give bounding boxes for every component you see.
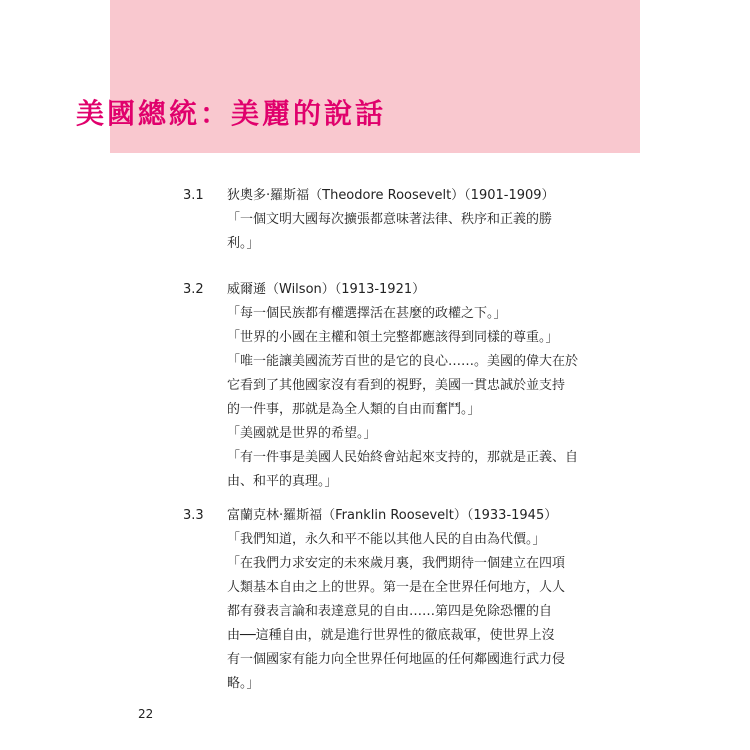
section-number: 3.1 — [183, 188, 204, 203]
quote — [227, 422, 587, 446]
page-number: 22 — [138, 707, 154, 721]
quote-line: 由、和平的真理。」 — [227, 474, 338, 489]
quote-line: 它看到了其他國家沒有看到的視野，美國一貫忠誠於並支持 — [227, 378, 566, 393]
section-body — [227, 184, 587, 256]
section-number: 3.2 — [183, 282, 204, 297]
section-heading: 狄奧多‧羅斯福（Theodore Roosevelt）（1901-1909） — [227, 188, 555, 203]
section-body — [227, 278, 587, 494]
quote-line: 「我們知道，永久和平不能以其他人民的自由為代價。」 — [227, 532, 546, 547]
quote-line: 「有一件事是美國人民始終會站起來支持的，那就是正義、自 — [227, 450, 579, 465]
section-heading: 威爾遜（Wilson）（1913-1921） — [227, 282, 426, 297]
quote — [227, 326, 587, 350]
quote-line: 都有發表言論和表達意見的自由……第四是免除恐懼的自 — [227, 604, 553, 619]
quote-line: 「世界的小國在主權和領土完整都應該得到同樣的尊重。」 — [227, 330, 559, 345]
section-body — [227, 504, 587, 696]
quote-line: 略。」 — [227, 676, 260, 691]
quote — [227, 302, 587, 326]
quote-line: 「在我們力求安定的未來歲月裏，我們期待一個建立在四項 — [227, 556, 566, 571]
page-title: 美國總統：美麗的說話 — [76, 97, 387, 130]
quote — [227, 446, 587, 494]
quote-line: 有一個國家有能力向全世界任何地區的任何鄰國進行武力侵 — [227, 652, 566, 667]
quote — [227, 208, 587, 256]
quote — [227, 552, 587, 696]
section-heading: 富蘭克林‧羅斯福（Franklin Roosevelt）（1933-1945） — [227, 508, 558, 523]
quote-line: 「每一個民族都有權選擇活在甚麼的政權之下。」 — [227, 306, 507, 321]
quote-line: 「唯一能讓美國流芳百世的是它的良心……。美國的偉大在於 — [227, 354, 579, 369]
quote — [227, 350, 587, 422]
quote-line: 由──這種自由，就是進行世界性的徹底裁軍，使世界上沒 — [227, 628, 555, 643]
quote — [227, 528, 587, 552]
quote-line: 利。」 — [227, 236, 260, 251]
quote-line: 「一個文明大國每次擴張都意味著法律、秩序和正義的勝 — [227, 212, 553, 227]
quote-line: 人類基本自由之上的世界。第一是在全世界任何地方，人人 — [227, 580, 566, 595]
quote-line: 「美國就是世界的希望。」 — [227, 426, 377, 441]
section-number: 3.3 — [183, 508, 204, 523]
quote-line: 的一件事，那就是為全人類的自由而奮鬥。」 — [227, 402, 481, 417]
